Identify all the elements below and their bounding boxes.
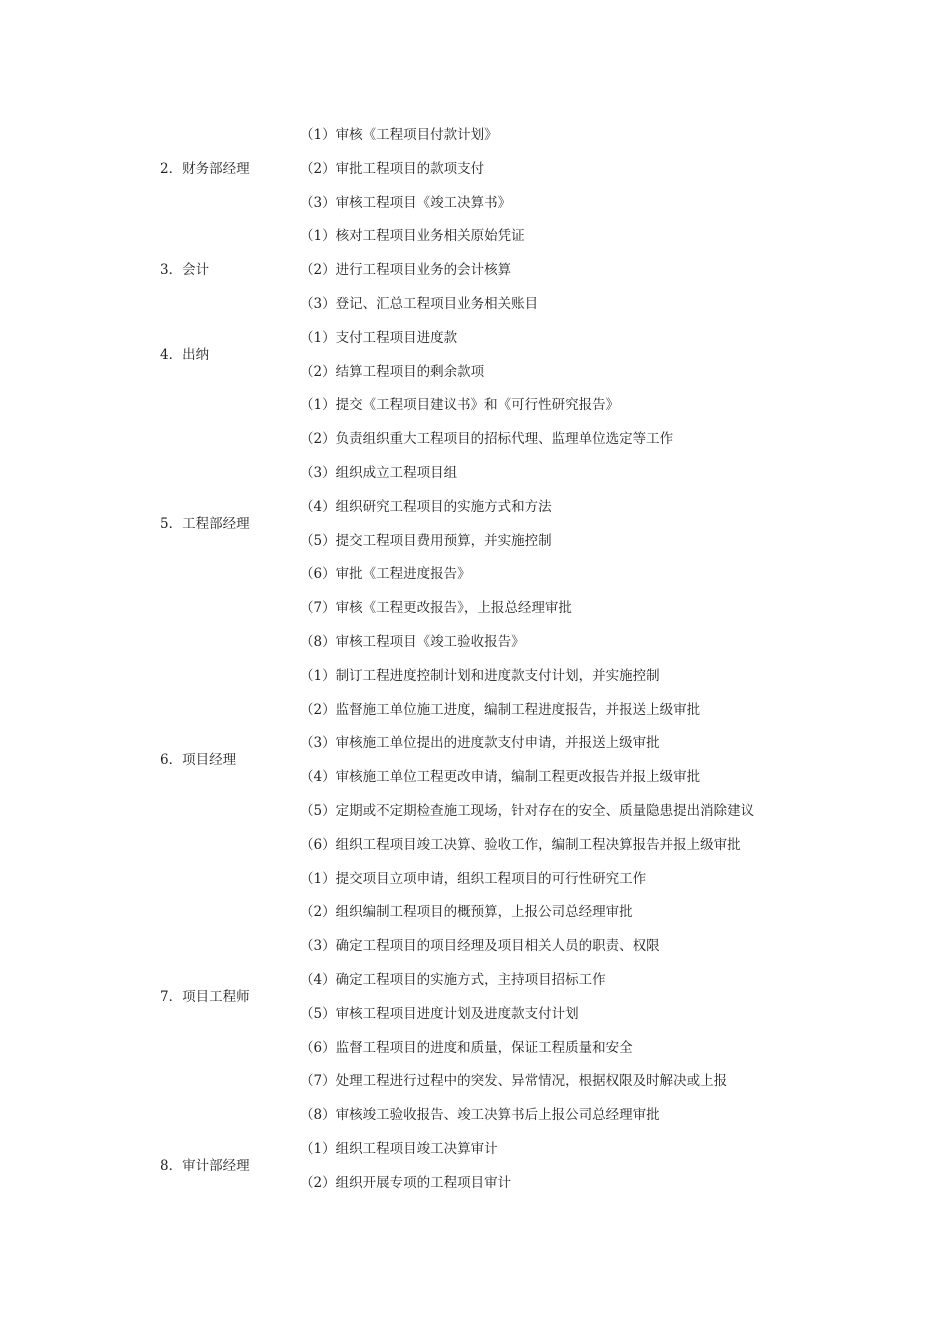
role-cell: 3．会计: [160, 262, 210, 279]
duty-cell: （2）监督施工单位施工进度，编制工程进度报告，并报送上级审批: [300, 701, 701, 718]
table-row: [160, 1133, 754, 1167]
role-cell: 8．审计部经理: [160, 1157, 250, 1174]
duty-cell: （2）结算工程项目的剩余款项: [300, 363, 485, 380]
role-cell: 6．项目经理: [160, 752, 237, 769]
responsibility-table: [160, 119, 754, 1201]
role-cell: 7．项目工程师: [160, 988, 250, 1005]
duty-cell: （3）审核工程项目《竣工决算书》: [300, 194, 512, 211]
role-cell: 2．财务部经理: [160, 160, 250, 177]
duty-cell: （7）审核《工程更改报告》，上报总经理审批: [300, 600, 572, 617]
duty-cell: （8）审核工程项目《竣工验收报告》: [300, 633, 525, 650]
role-cell: 4．出纳: [160, 346, 210, 363]
duty-cell: （7）处理工程进行过程中的突发、异常情况，根据权限及时解决或上报: [300, 1073, 728, 1090]
table-row: [160, 119, 754, 153]
duty-cell: （6）监督工程项目的进度和质量，保证工程质量和安全: [300, 1039, 633, 1056]
duty-cell: （2）组织编制工程项目的概预算，上报公司总经理审批: [300, 904, 633, 921]
duty-cell: （2）负责组织重大工程项目的招标代理、监理单位选定等工作: [300, 431, 674, 448]
duty-cell: （1）组织工程项目竣工决算审计: [300, 1140, 498, 1157]
duty-cell: （4）确定工程项目的实施方式，主持项目招标工作: [300, 971, 606, 988]
duty-cell: （4）组织研究工程项目的实施方式和方法: [300, 498, 552, 515]
duty-cell: （6）组织工程项目竣工决算、验收工作，编制工程决算报告并报上级审批: [300, 836, 741, 853]
role-cell: 5．工程部经理: [160, 515, 250, 532]
duty-cell: （8）审核竣工验收报告、竣工决算书后上报公司总经理审批: [300, 1107, 660, 1124]
duty-cell: （5）提交工程项目费用预算，并实施控制: [300, 532, 552, 549]
duty-cell: （1）提交《工程项目建议书》和《可行性研究报告》: [300, 397, 620, 414]
duty-cell: （1）支付工程项目进度款: [300, 329, 458, 346]
duty-cell: （2）组织开展专项的工程项目审计: [300, 1174, 512, 1191]
duty-cell: （4）审核施工单位工程更改申请，编制工程更改报告并报上级审批: [300, 769, 701, 786]
table-row: [160, 660, 754, 694]
duty-cell: （5）定期或不定期检查施工现场，针对存在的安全、质量隐患提出消除建议: [300, 802, 755, 819]
duty-cell: （6）审批《工程进度报告》: [300, 566, 471, 583]
duty-cell: （1）制订工程进度控制计划和进度款支付计划，并实施控制: [300, 667, 660, 684]
duty-cell: （3）组织成立工程项目组: [300, 464, 458, 481]
duty-cell: （1）提交项目立项申请，组织工程项目的可行性研究工作: [300, 870, 647, 887]
table-row: [160, 863, 754, 897]
duty-cell: （1）审核《工程项目付款计划》: [300, 127, 498, 143]
duty-cell: （3）审核施工单位提出的进度款支付申请，并报送上级审批: [300, 735, 660, 752]
duty-cell: （1）核对工程项目业务相关原始凭证: [300, 228, 525, 245]
table-body: [160, 119, 754, 1201]
duty-cell: （2）进行工程项目业务的会计核算: [300, 262, 512, 279]
table-row: [160, 389, 754, 423]
table-row: [160, 220, 754, 254]
duty-cell: （2）审批工程项目的款项支付: [300, 160, 485, 177]
duty-cell: （3）确定工程项目的项目经理及项目相关人员的职责、权限: [300, 938, 660, 955]
table-row: [160, 322, 754, 356]
duty-cell: （3）登记、汇总工程项目业务相关账目: [300, 295, 539, 312]
duty-cell: （5）审核工程项目进度计划及进度款支付计划: [300, 1005, 579, 1022]
